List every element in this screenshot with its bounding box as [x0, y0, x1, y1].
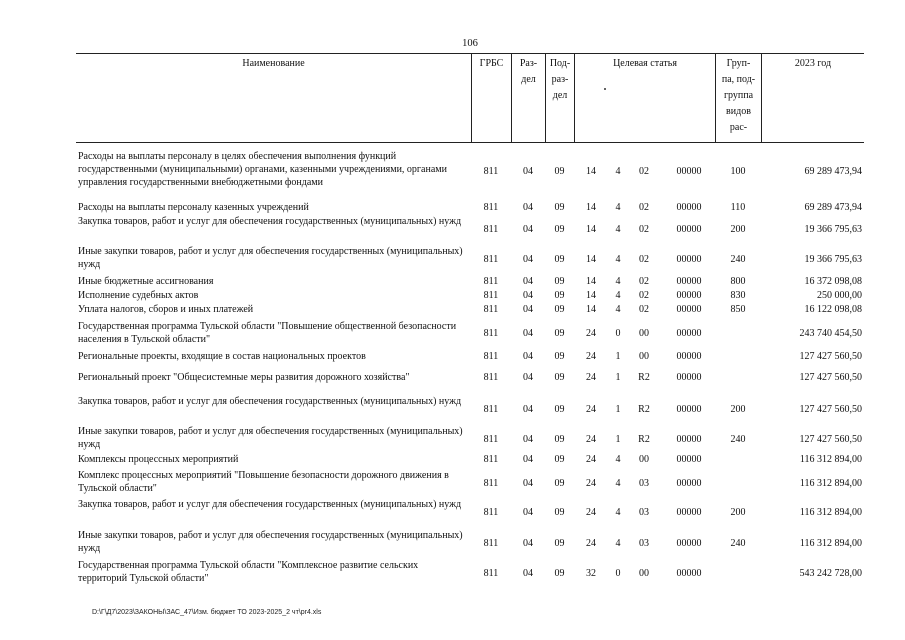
row-grbs: 811	[483, 328, 499, 339]
row-t2: 4	[615, 538, 621, 549]
row-t4: 00000	[676, 276, 702, 287]
row-rz: 04	[523, 290, 533, 301]
stray-dot	[604, 88, 606, 90]
page-number: 106	[462, 38, 478, 49]
row-grbs: 811	[483, 538, 499, 549]
row-rz: 04	[523, 254, 533, 265]
row-pr: 09	[554, 568, 565, 579]
row-t1: 24	[586, 434, 596, 445]
row-t2: 4	[615, 202, 621, 213]
row-grbs: 811	[483, 434, 499, 445]
row-grbs: 811	[483, 304, 499, 315]
row-pr: 09	[554, 166, 565, 177]
row-t1: 14	[586, 304, 596, 315]
row-grbs: 811	[483, 454, 499, 465]
row-grbs: 811	[483, 351, 499, 362]
row-rz: 04	[523, 202, 533, 213]
row-amount: 19 366 795,63	[804, 254, 862, 265]
row-t1: 14	[586, 224, 596, 235]
row-pr: 09	[554, 434, 565, 445]
row-t4: 00000	[676, 538, 702, 549]
row-pr: 09	[554, 454, 565, 465]
row-pr: 09	[554, 254, 565, 265]
row-rz: 04	[523, 434, 533, 445]
row-t1: 24	[586, 538, 596, 549]
row-t2: 4	[615, 224, 621, 235]
row-vr: 200	[730, 224, 746, 235]
row-t4: 00000	[676, 290, 702, 301]
row-name: Иные закупки товаров, работ и услуг для обеспечения государственных (муниципальных) нужд	[78, 246, 463, 270]
row-t1: 32	[586, 568, 596, 579]
header-year	[761, 54, 864, 142]
header-group-line: группа	[723, 90, 754, 101]
header-grbs-label: ГРБС	[479, 58, 504, 69]
row-name: Государственная программа Тульской области "Комплексное развитие сельских территорий Тульской области"	[78, 560, 419, 584]
row-rz: 04	[523, 404, 533, 415]
row-grbs: 811	[483, 507, 499, 518]
row-amount: 250 000,00	[817, 290, 862, 301]
row-t2: 1	[615, 404, 621, 415]
row-t3: 00	[639, 328, 649, 339]
row-t4: 00000	[676, 304, 702, 315]
row-pr: 09	[554, 404, 565, 415]
row-t3: 02	[639, 290, 649, 301]
row-t1: 14	[586, 166, 596, 177]
row-t2: 4	[615, 254, 621, 265]
header-group-line: Груп-	[726, 58, 751, 69]
row-pr: 09	[554, 202, 565, 213]
row-t2: 1	[615, 351, 621, 362]
row-grbs: 811	[483, 254, 499, 265]
row-t3: 00	[639, 568, 649, 579]
row-amount: 16 372 098,08	[804, 276, 862, 287]
row-t2: 4	[615, 507, 621, 518]
row-t1: 24	[586, 351, 596, 362]
header-name-label: Наименование	[242, 58, 305, 69]
row-amount: 16 122 098,08	[804, 304, 862, 315]
row-t3: R2	[638, 434, 650, 445]
row-pr: 09	[554, 372, 565, 383]
row-name: Закупка товаров, работ и услуг для обеспечения государственных (муниципальных) нужд	[78, 216, 462, 227]
row-vr: 850	[730, 304, 746, 315]
row-name: Комплекс процессных мероприятий "Повышение безопасности дорожного движения в Тульской области"	[78, 470, 449, 494]
row-t2: 0	[615, 328, 621, 339]
row-t2: 4	[615, 478, 621, 489]
header-razdel-line: Раз-	[519, 58, 538, 69]
row-vr: 830	[730, 290, 746, 301]
row-t3: 03	[639, 478, 649, 489]
row-t4: 00000	[676, 404, 702, 415]
row-t3: R2	[638, 372, 650, 383]
header-grbs	[471, 54, 511, 142]
header-year-label: 2023 год	[794, 58, 832, 69]
row-t3: 02	[639, 276, 649, 287]
row-rz: 04	[523, 568, 533, 579]
row-pr: 09	[554, 351, 565, 362]
row-name: Уплата налогов, сборов и иных платежей	[78, 304, 254, 315]
row-t2: 1	[615, 372, 621, 383]
row-t3: 03	[639, 538, 649, 549]
row-rz: 04	[523, 166, 533, 177]
row-grbs: 811	[483, 224, 499, 235]
header-podrazdel-line: раз-	[551, 74, 569, 85]
row-rz: 04	[523, 372, 533, 383]
row-t3: 00	[639, 454, 649, 465]
row-name: Региональный проект "Общесистемные меры развития дорожного хозяйства"	[78, 372, 410, 383]
row-grbs: 811	[483, 276, 499, 287]
row-grbs: 811	[483, 372, 499, 383]
row-t1: 24	[586, 478, 596, 489]
header-target-label: Целевая статья	[613, 58, 677, 69]
row-vr: 110	[730, 202, 746, 213]
row-t3: 03	[639, 507, 649, 518]
row-vr: 200	[730, 404, 746, 415]
row-t2: 0	[615, 568, 621, 579]
row-pr: 09	[554, 276, 565, 287]
row-t1: 14	[586, 276, 596, 287]
row-rz: 04	[523, 224, 533, 235]
row-t4: 00000	[676, 507, 702, 518]
row-name: Закупка товаров, работ и услуг для обеспечения государственных (муниципальных) нужд	[78, 396, 462, 407]
row-grbs: 811	[483, 202, 499, 213]
row-t4: 00000	[676, 254, 702, 265]
row-grbs: 811	[483, 166, 499, 177]
row-name: Иные бюджетные ассигнования	[78, 276, 214, 287]
row-vr: 240	[730, 254, 746, 265]
row-vr: 240	[730, 538, 746, 549]
row-amount: 543 242 728,00	[799, 568, 862, 579]
row-t1: 24	[586, 328, 596, 339]
row-t1: 24	[586, 404, 596, 415]
header-podrazdel-line: дел	[552, 90, 568, 101]
row-t4: 00000	[676, 568, 702, 579]
row-t3: R2	[638, 404, 650, 415]
row-grbs: 811	[483, 404, 499, 415]
row-rz: 04	[523, 328, 533, 339]
row-name: Иные закупки товаров, работ и услуг для обеспечения государственных (муниципальных) нужд	[78, 530, 463, 554]
row-vr: 200	[730, 507, 746, 518]
header-razdel-line: дел	[521, 74, 536, 85]
row-name: Иные закупки товаров, работ и услуг для обеспечения государственных (муниципальных) нужд	[78, 426, 463, 450]
header-podrazdel	[545, 54, 574, 142]
row-t2: 1	[615, 434, 621, 445]
row-pr: 09	[554, 538, 565, 549]
row-rz: 04	[523, 538, 533, 549]
row-t4: 00000	[676, 166, 702, 177]
row-rz: 04	[523, 478, 533, 489]
row-amount: 69 289 473,94	[804, 166, 862, 177]
row-t2: 4	[615, 454, 621, 465]
row-t2: 4	[615, 290, 621, 301]
row-vr: 240	[730, 434, 746, 445]
row-pr: 09	[554, 478, 565, 489]
row-t2: 4	[615, 304, 621, 315]
file-path-footer: D:\Г\Д7\2023\ЗАКОНЫ\ЗАС_47\Изм. бюджет ТО 2023-2025_2 чт\pr4.xls	[92, 609, 322, 616]
header-group-line: па, под-	[721, 74, 756, 85]
row-name: Комплексы процессных мероприятий	[78, 454, 239, 465]
row-amount: 243 740 454,50	[799, 328, 862, 339]
row-amount: 127 427 560,50	[799, 351, 862, 362]
header-group-line: рас-	[729, 122, 748, 133]
row-t4: 00000	[676, 351, 702, 362]
row-name: Расходы на выплаты персоналу казенных учреждений	[78, 202, 309, 213]
row-t1: 24	[586, 454, 596, 465]
row-grbs: 811	[483, 478, 499, 489]
row-t4: 00000	[676, 478, 702, 489]
row-grbs: 811	[483, 290, 499, 301]
row-t3: 02	[639, 166, 649, 177]
row-vr: 100	[730, 166, 746, 177]
row-t3: 00	[639, 351, 649, 362]
row-amount: 127 427 560,50	[799, 434, 862, 445]
row-amount: 19 366 795,63	[804, 224, 862, 235]
row-t4: 00000	[676, 224, 702, 235]
row-t1: 24	[586, 507, 596, 518]
row-vr: 800	[730, 276, 746, 287]
header-razdel	[511, 54, 545, 142]
row-t1: 14	[586, 202, 596, 213]
row-t1: 24	[586, 372, 596, 383]
row-name: Закупка товаров, работ и услуг для обеспечения государственных (муниципальных) нужд	[78, 499, 462, 510]
row-t4: 00000	[676, 454, 702, 465]
row-t1: 14	[586, 254, 596, 265]
row-amount: 116 312 894,00	[799, 507, 862, 518]
row-rz: 04	[523, 507, 533, 518]
row-name: Расходы на выплаты персоналу в целях обеспечения выполнения функций государственными (муниципальными) органами, казенными учреждениями, органами управления государственными внебюджетными фондами	[78, 151, 447, 188]
row-amount: 116 312 894,00	[799, 454, 862, 465]
row-t3: 02	[639, 304, 649, 315]
row-t1: 14	[586, 290, 596, 301]
row-pr: 09	[554, 224, 565, 235]
header-group-line: видов	[726, 106, 751, 117]
row-name: Исполнение судебных актов	[78, 290, 199, 301]
row-pr: 09	[554, 290, 565, 301]
row-t3: 02	[639, 254, 649, 265]
header-podrazdel-line: Под-	[549, 58, 571, 69]
row-amount: 127 427 560,50	[799, 372, 862, 383]
row-rz: 04	[523, 454, 533, 465]
row-pr: 09	[554, 328, 565, 339]
row-t2: 4	[615, 166, 621, 177]
row-name: Региональные проекты, входящие в состав национальных проектов	[78, 351, 366, 362]
header-group	[715, 54, 761, 142]
table-header	[76, 53, 864, 143]
row-rz: 04	[523, 351, 533, 362]
header-name	[76, 54, 471, 142]
row-t3: 02	[639, 224, 649, 235]
row-rz: 04	[523, 276, 533, 287]
row-pr: 09	[554, 304, 565, 315]
row-t3: 02	[639, 202, 649, 213]
row-t4: 00000	[676, 372, 702, 383]
row-rz: 04	[523, 304, 533, 315]
row-grbs: 811	[483, 568, 499, 579]
row-t4: 00000	[676, 328, 702, 339]
row-amount: 127 427 560,50	[799, 404, 862, 415]
header-target	[574, 54, 715, 142]
row-amount: 69 289 473,94	[804, 202, 862, 213]
row-t4: 00000	[676, 202, 702, 213]
row-amount: 116 312 894,00	[799, 478, 862, 489]
row-t4: 00000	[676, 434, 702, 445]
row-t2: 4	[615, 276, 621, 287]
row-pr: 09	[554, 507, 565, 518]
row-name: Государственная программа Тульской области "Повышение общественной безопасности населения в Тульской области"	[78, 321, 457, 345]
row-amount: 116 312 894,00	[799, 538, 862, 549]
